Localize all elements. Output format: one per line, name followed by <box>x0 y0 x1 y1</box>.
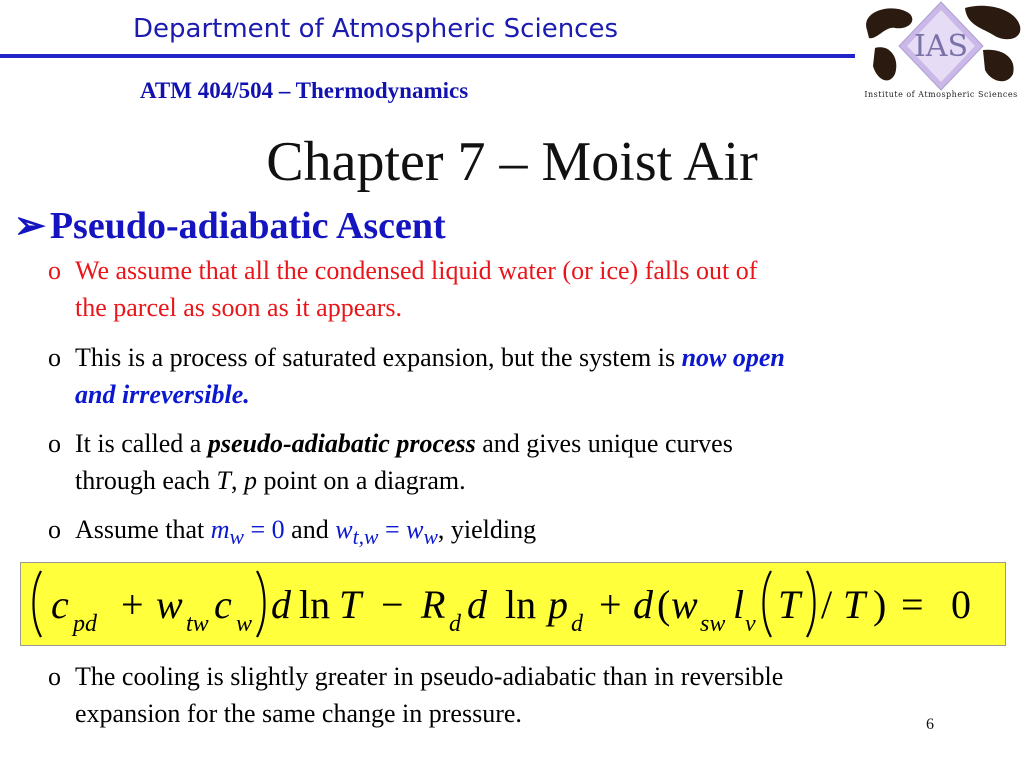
eq-R: R <box>421 582 446 627</box>
eq-T3: T <box>843 582 866 627</box>
eq-sub-w: w <box>236 611 253 637</box>
symbol-T: T <box>216 466 231 495</box>
symbol-p: p <box>243 466 257 495</box>
logo-letters: IAS <box>913 29 969 64</box>
circle-bullet-icon: o <box>48 662 61 691</box>
bullet-5-line1: The cooling is slightly greater in pseudo-adiabatic than in reversible <box>75 662 784 691</box>
symbol-m: m <box>210 515 230 544</box>
circle-bullet-icon: o <box>48 343 61 372</box>
paren-close-2 <box>807 571 815 637</box>
subscript-w: w <box>229 525 244 550</box>
bullet-5 <box>48 658 1013 732</box>
eq-T2: T <box>778 582 801 627</box>
bullet-3-text: It is called a <box>75 429 208 458</box>
department-name: Department of Atmospheric Sciences <box>133 14 619 44</box>
bullet-2-emphasis-2: and irreversible. <box>75 380 250 409</box>
eq-d3: d <box>633 582 653 627</box>
eq-c2: c <box>214 582 232 627</box>
comma: , <box>230 466 244 495</box>
circle-bullet-icon: o <box>48 256 61 285</box>
header-divider <box>0 54 875 58</box>
eq-T: T <box>339 582 362 627</box>
page-number: 6 <box>926 716 934 733</box>
logo-caption: Institute of Atmospheric Sciences <box>864 90 1018 99</box>
paren-open-2 <box>764 571 772 637</box>
paren-open <box>34 571 42 637</box>
equation-box <box>20 562 1006 646</box>
symbol-w: w <box>335 515 353 544</box>
ias-logo <box>855 0 1024 100</box>
eq-sub-d: d <box>449 611 461 637</box>
eq-minus: − <box>381 582 404 627</box>
eq-sub-tw: tw <box>186 611 209 637</box>
section-heading-text: Pseudo-adiabatic Ascent <box>49 205 446 247</box>
course-title: ATM 404/504 – Thermodynamics <box>140 78 469 103</box>
bullet-3-line2-end: point on a diagram. <box>256 466 466 495</box>
paren-close <box>257 571 265 637</box>
eq-zero: 0 <box>951 582 971 627</box>
equals-zero: = 0 <box>244 515 285 544</box>
section-heading <box>14 203 446 248</box>
bullet-3 <box>48 425 1013 499</box>
bullet-1-line1: We assume that all the condensed liquid water (or ice) falls out of <box>75 256 758 285</box>
equals: = <box>378 515 407 544</box>
equation <box>21 563 1005 645</box>
eq-plus2: + <box>599 582 622 627</box>
symbol-w2: w <box>406 515 424 544</box>
eq-lparen: ( <box>657 582 671 627</box>
eq-l: l <box>733 582 745 627</box>
circle-bullet-icon: o <box>48 515 61 544</box>
eq-w2: w <box>671 582 698 627</box>
bullet-3-text-2: and gives unique curves <box>475 429 733 458</box>
eq-ln: ln <box>299 582 331 627</box>
bullet-1-line2: the parcel as soon as it appears. <box>75 293 403 322</box>
eq-d2: d <box>467 582 487 627</box>
eq-ln2: ln <box>505 582 537 627</box>
bullet-2-text: This is a process of saturated expansion, but the system is <box>75 343 682 372</box>
eq-d: d <box>271 582 291 627</box>
bullet-4-text: Assume that <box>75 515 211 544</box>
bullet-4 <box>48 511 1013 556</box>
eq-c: c <box>51 582 69 627</box>
conjunction: and <box>284 515 336 544</box>
bullet-5-line2: expansion for the same change in pressure. <box>75 699 522 728</box>
eq-equals: = <box>901 582 924 627</box>
subscript-w2: w <box>423 525 438 550</box>
bullet-3-line2: through each <box>75 466 217 495</box>
bullet-4-end: , yielding <box>437 515 537 544</box>
eq-sub-sw: sw <box>700 611 726 637</box>
eq-sub-v: v <box>745 611 756 637</box>
circle-bullet-icon: o <box>48 429 61 458</box>
arrow-bullet-icon: ➢ <box>14 205 46 247</box>
slide-title: Chapter 7 – Moist Air <box>266 131 758 193</box>
bullet-1 <box>48 252 1013 326</box>
bullet-3-emphasis: pseudo-adiabatic process <box>207 429 476 458</box>
eq-sub-pd: pd <box>73 611 97 637</box>
subscript-tw: t,w <box>352 525 379 550</box>
eq-p: p <box>548 582 568 627</box>
eq-sub-d2: d <box>571 611 583 637</box>
bullet-2-emphasis: now open <box>681 343 785 372</box>
eq-w: w <box>156 582 183 627</box>
eq-rparen: ) <box>873 582 887 627</box>
bullet-2 <box>48 339 1013 413</box>
eq-slash: / <box>821 582 833 627</box>
eq-plus: + <box>121 582 144 627</box>
